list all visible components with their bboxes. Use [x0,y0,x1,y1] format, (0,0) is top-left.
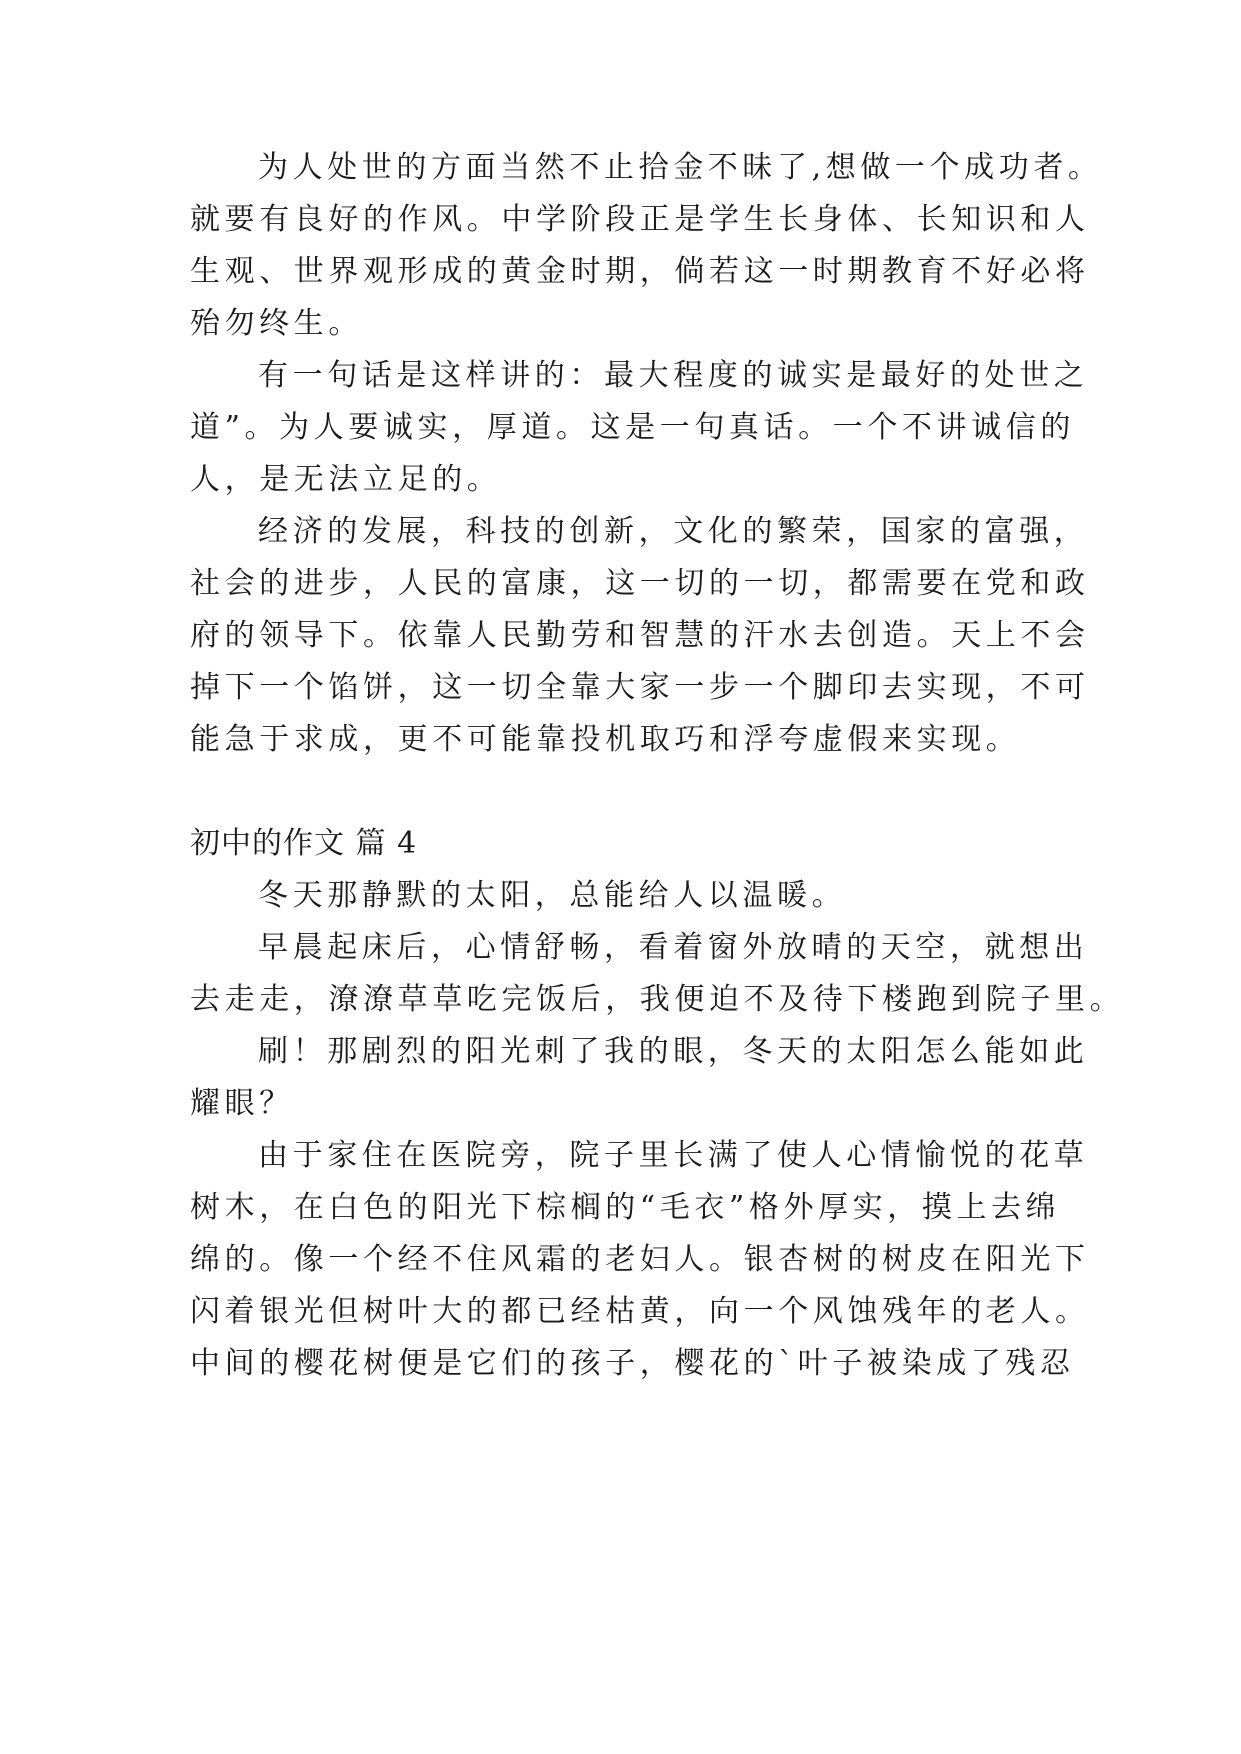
paragraph-line: 能急于求成，更不可能靠投机取巧和浮夸虚假来实现。 [190,722,1021,757]
paragraph-line: 绵的。像一个经不住风霜的老妇人。银杏树的树皮在阳光下 [190,1242,1090,1277]
paragraph-line: 就要有良好的作风。中学阶段正是学生长身体、长知识和人 [190,202,1090,237]
paragraph-line: 殆勿终生。 [190,306,363,341]
paragraph-line: 府的领导下。依靠人民勤劳和智慧的汗水去创造。天上不会 [190,618,1090,653]
paragraph-line: 去走走，潦潦草草吃完饭后，我便迫不及待下楼跑到院子里。 [190,982,1125,1017]
paragraph-line: 闪着银光但树叶大的都已经枯黄，向一个风蚀残年的老人。 [190,1294,1090,1329]
paragraph-line: 有一句话是这样讲的：最大程度的诚实是最好的处世之 [258,358,1089,393]
paragraph-line: 人，是无法立足的。 [190,462,502,497]
paragraph-line: 刷！那剧烈的阳光刺了我的眼，冬天的太阳怎么能如此 [258,1034,1089,1069]
paragraph-line: 经济的发展，科技的创新，文化的繁荣，国家的富强， [258,514,1089,549]
section-heading: 初中的作文 篇 4 [190,826,418,861]
paragraph-line: 中间的樱花树便是它们的孩子，樱花的`叶子被染成了残忍 [190,1346,1075,1381]
paragraph-line: 冬天那静默的太阳，总能给人以温暖。 [258,878,847,913]
paragraph-line: 树木，在白色的阳光下棕榈的“毛衣”格外厚实，摸上去绵 [190,1190,1061,1225]
paragraph-line: 为人处世的方面当然不止拾金不昧了,想做一个成功者。 [258,150,1103,185]
paragraph-line: 掉下一个馅饼，这一切全靠大家一步一个脚印去实现，不可 [190,670,1090,705]
paragraph-line: 社会的进步，人民的富康，这一切的一切，都需要在党和政 [190,566,1090,601]
paragraph-line: 耀眼？ [190,1086,294,1121]
paragraph-line: 生观、世界观形成的黄金时期，倘若这一时期教育不好必将 [190,254,1090,289]
paragraph-line: 早晨起床后，心情舒畅，看着窗外放晴的天空，就想出 [258,930,1089,965]
paragraph-line: 道”。为人要诚实，厚道。这是一句真话。一个不讲诚信的 [190,410,1075,445]
paragraph-line: 由于家住在医院旁，院子里长满了使人心情愉悦的花草 [258,1138,1089,1173]
